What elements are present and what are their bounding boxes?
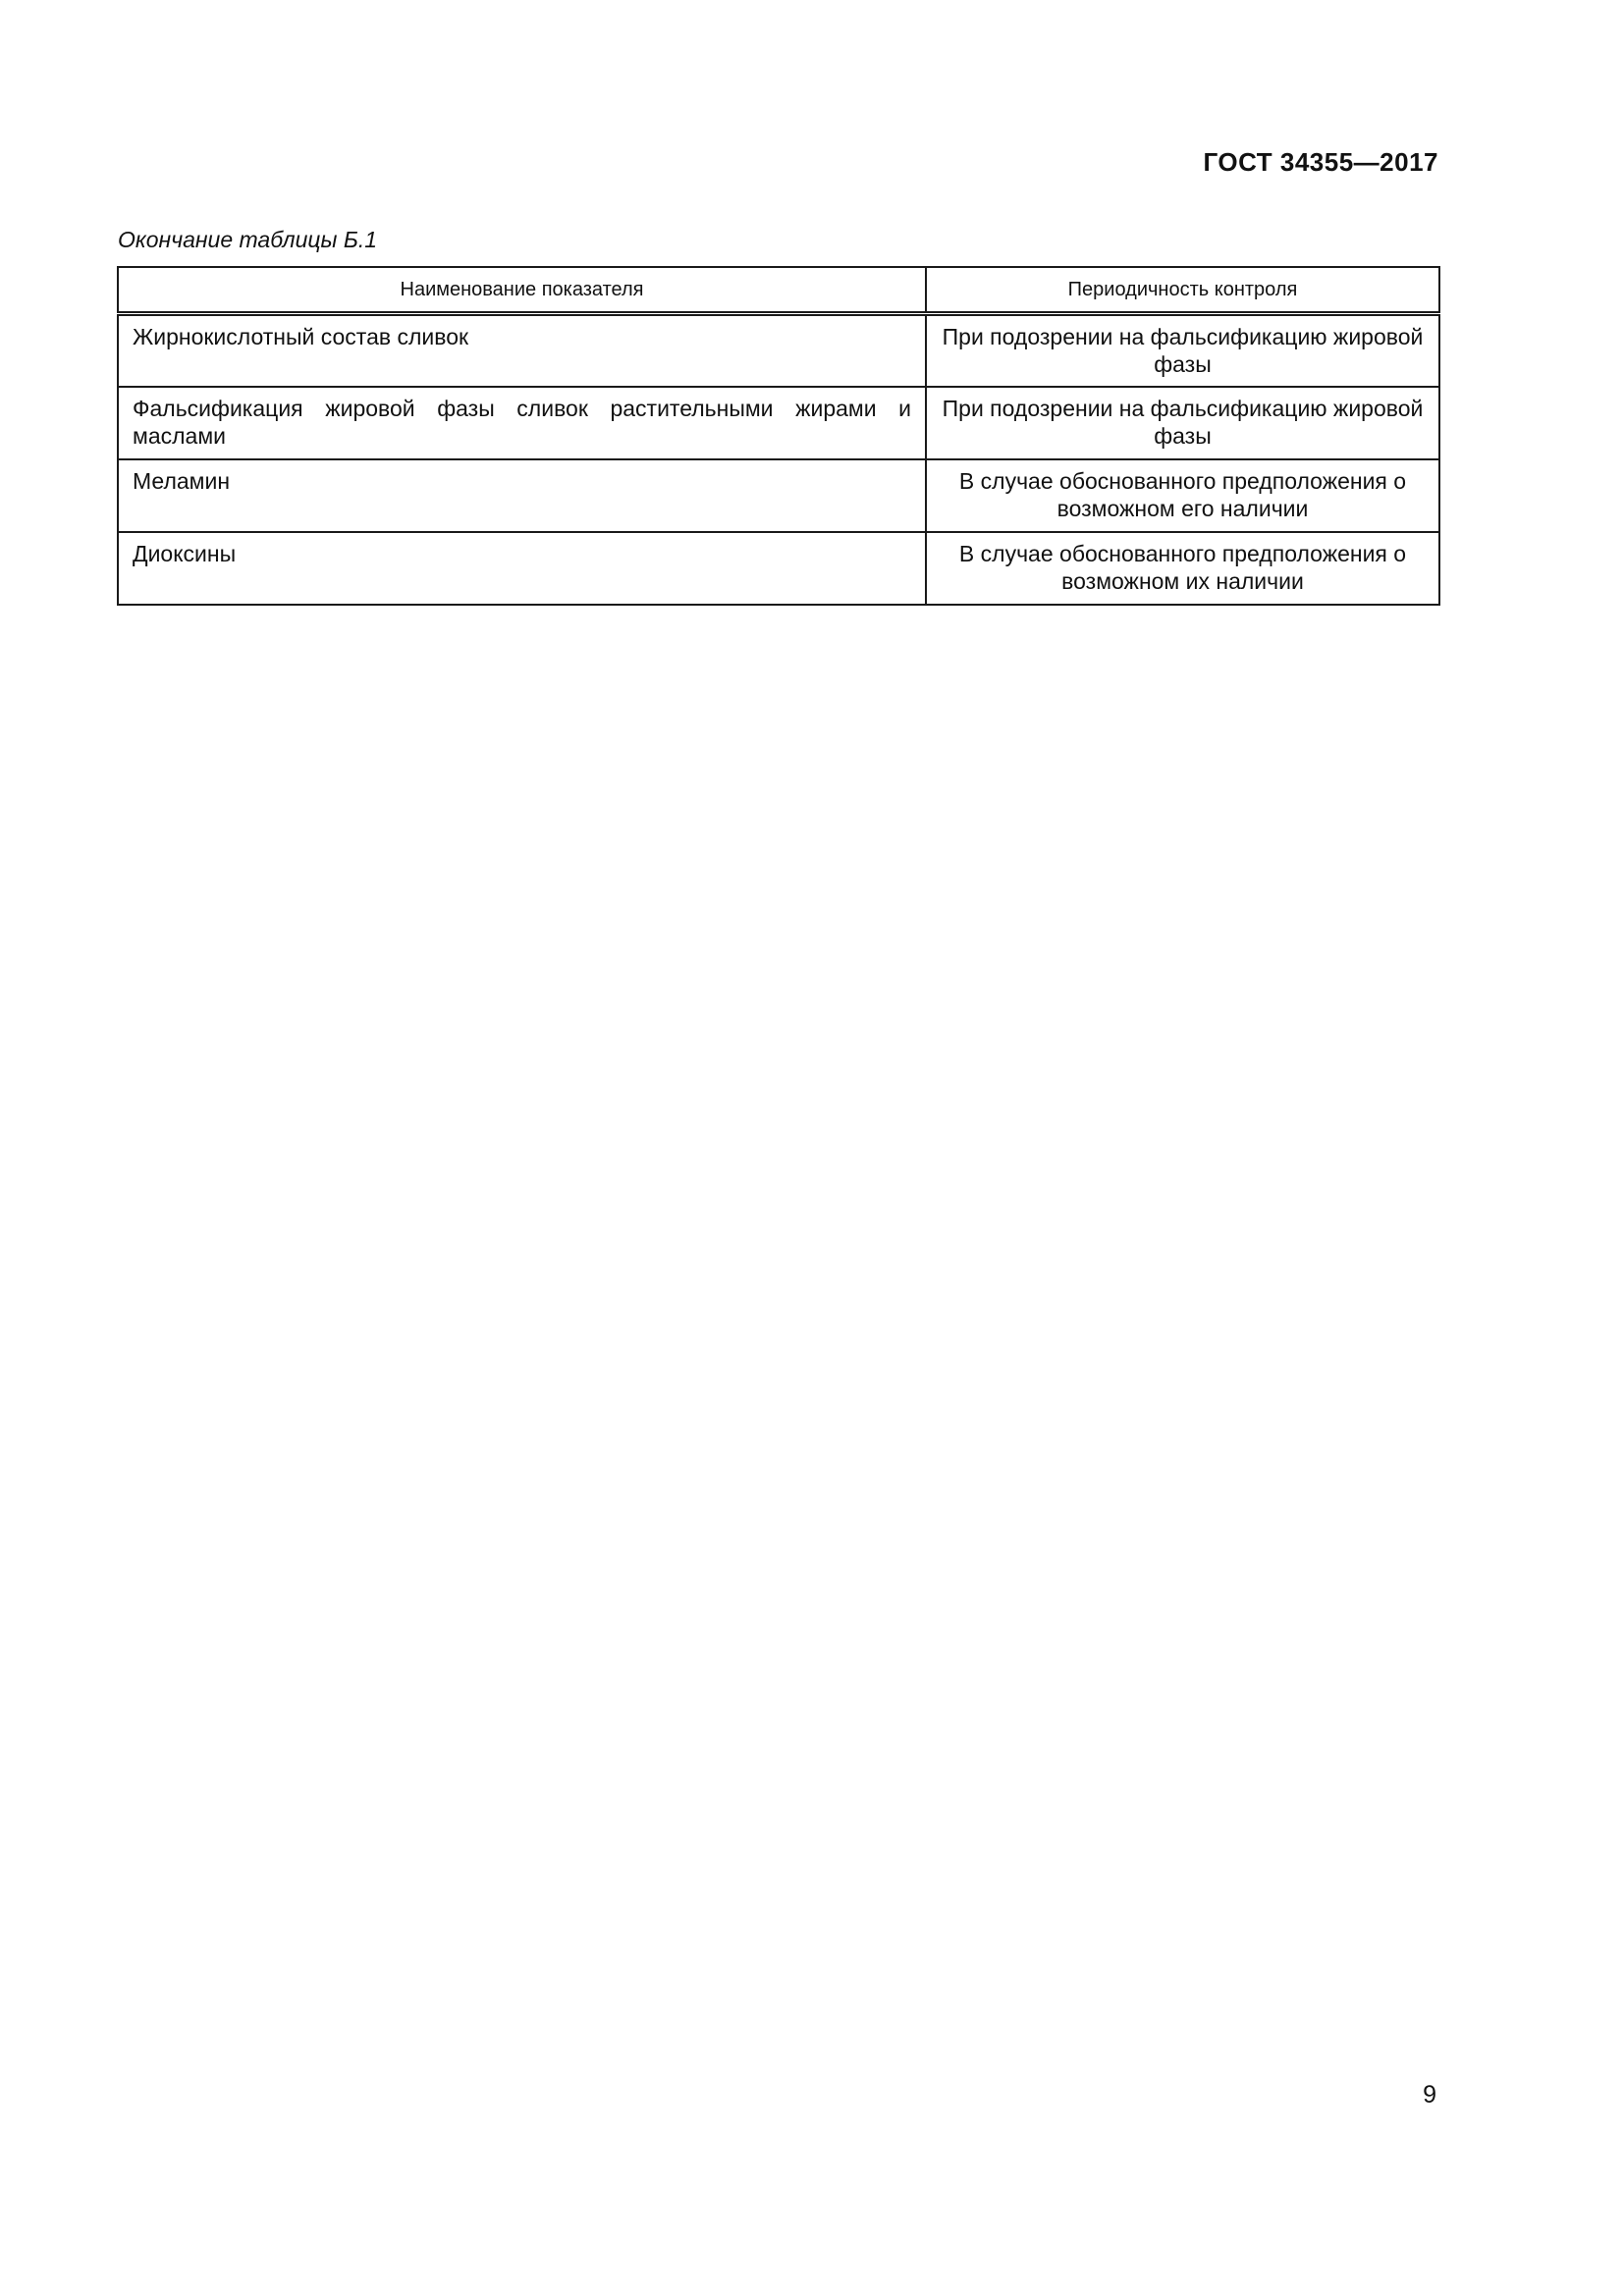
indicator-name: Меламин [118, 459, 926, 532]
control-frequency: В случае обоснованного предположения о возможном их наличии [926, 532, 1439, 605]
table-header [118, 267, 1439, 314]
table-row [118, 387, 1439, 459]
control-table [117, 266, 1440, 606]
control-frequency: В случае обоснованного предположения о возможном его наличии [926, 459, 1439, 532]
page-number: 9 [1423, 2081, 1436, 2109]
table-caption: Окончание таблицы Б.1 [118, 227, 378, 252]
indicator-name: Диоксины [118, 532, 926, 605]
column-header-frequency: Периодичность контроля [926, 267, 1439, 314]
control-frequency: При подозрении на фальсификацию жировой фазы [926, 314, 1439, 387]
column-header-indicator: Наименование показателя [118, 267, 926, 314]
table-row [118, 532, 1439, 605]
control-frequency: При подозрении на фальсификацию жировой фазы [926, 387, 1439, 459]
document-code: ГОСТ 34355—2017 [1203, 147, 1438, 177]
table-row [118, 459, 1439, 532]
indicator-name: Фальсификация жировой фазы сливок растительными жирами и маслами [118, 387, 926, 459]
table-body [118, 314, 1439, 605]
indicator-name: Жирнокислотный состав сливок [118, 314, 926, 387]
table-row [118, 314, 1439, 387]
header-row [118, 267, 1439, 314]
